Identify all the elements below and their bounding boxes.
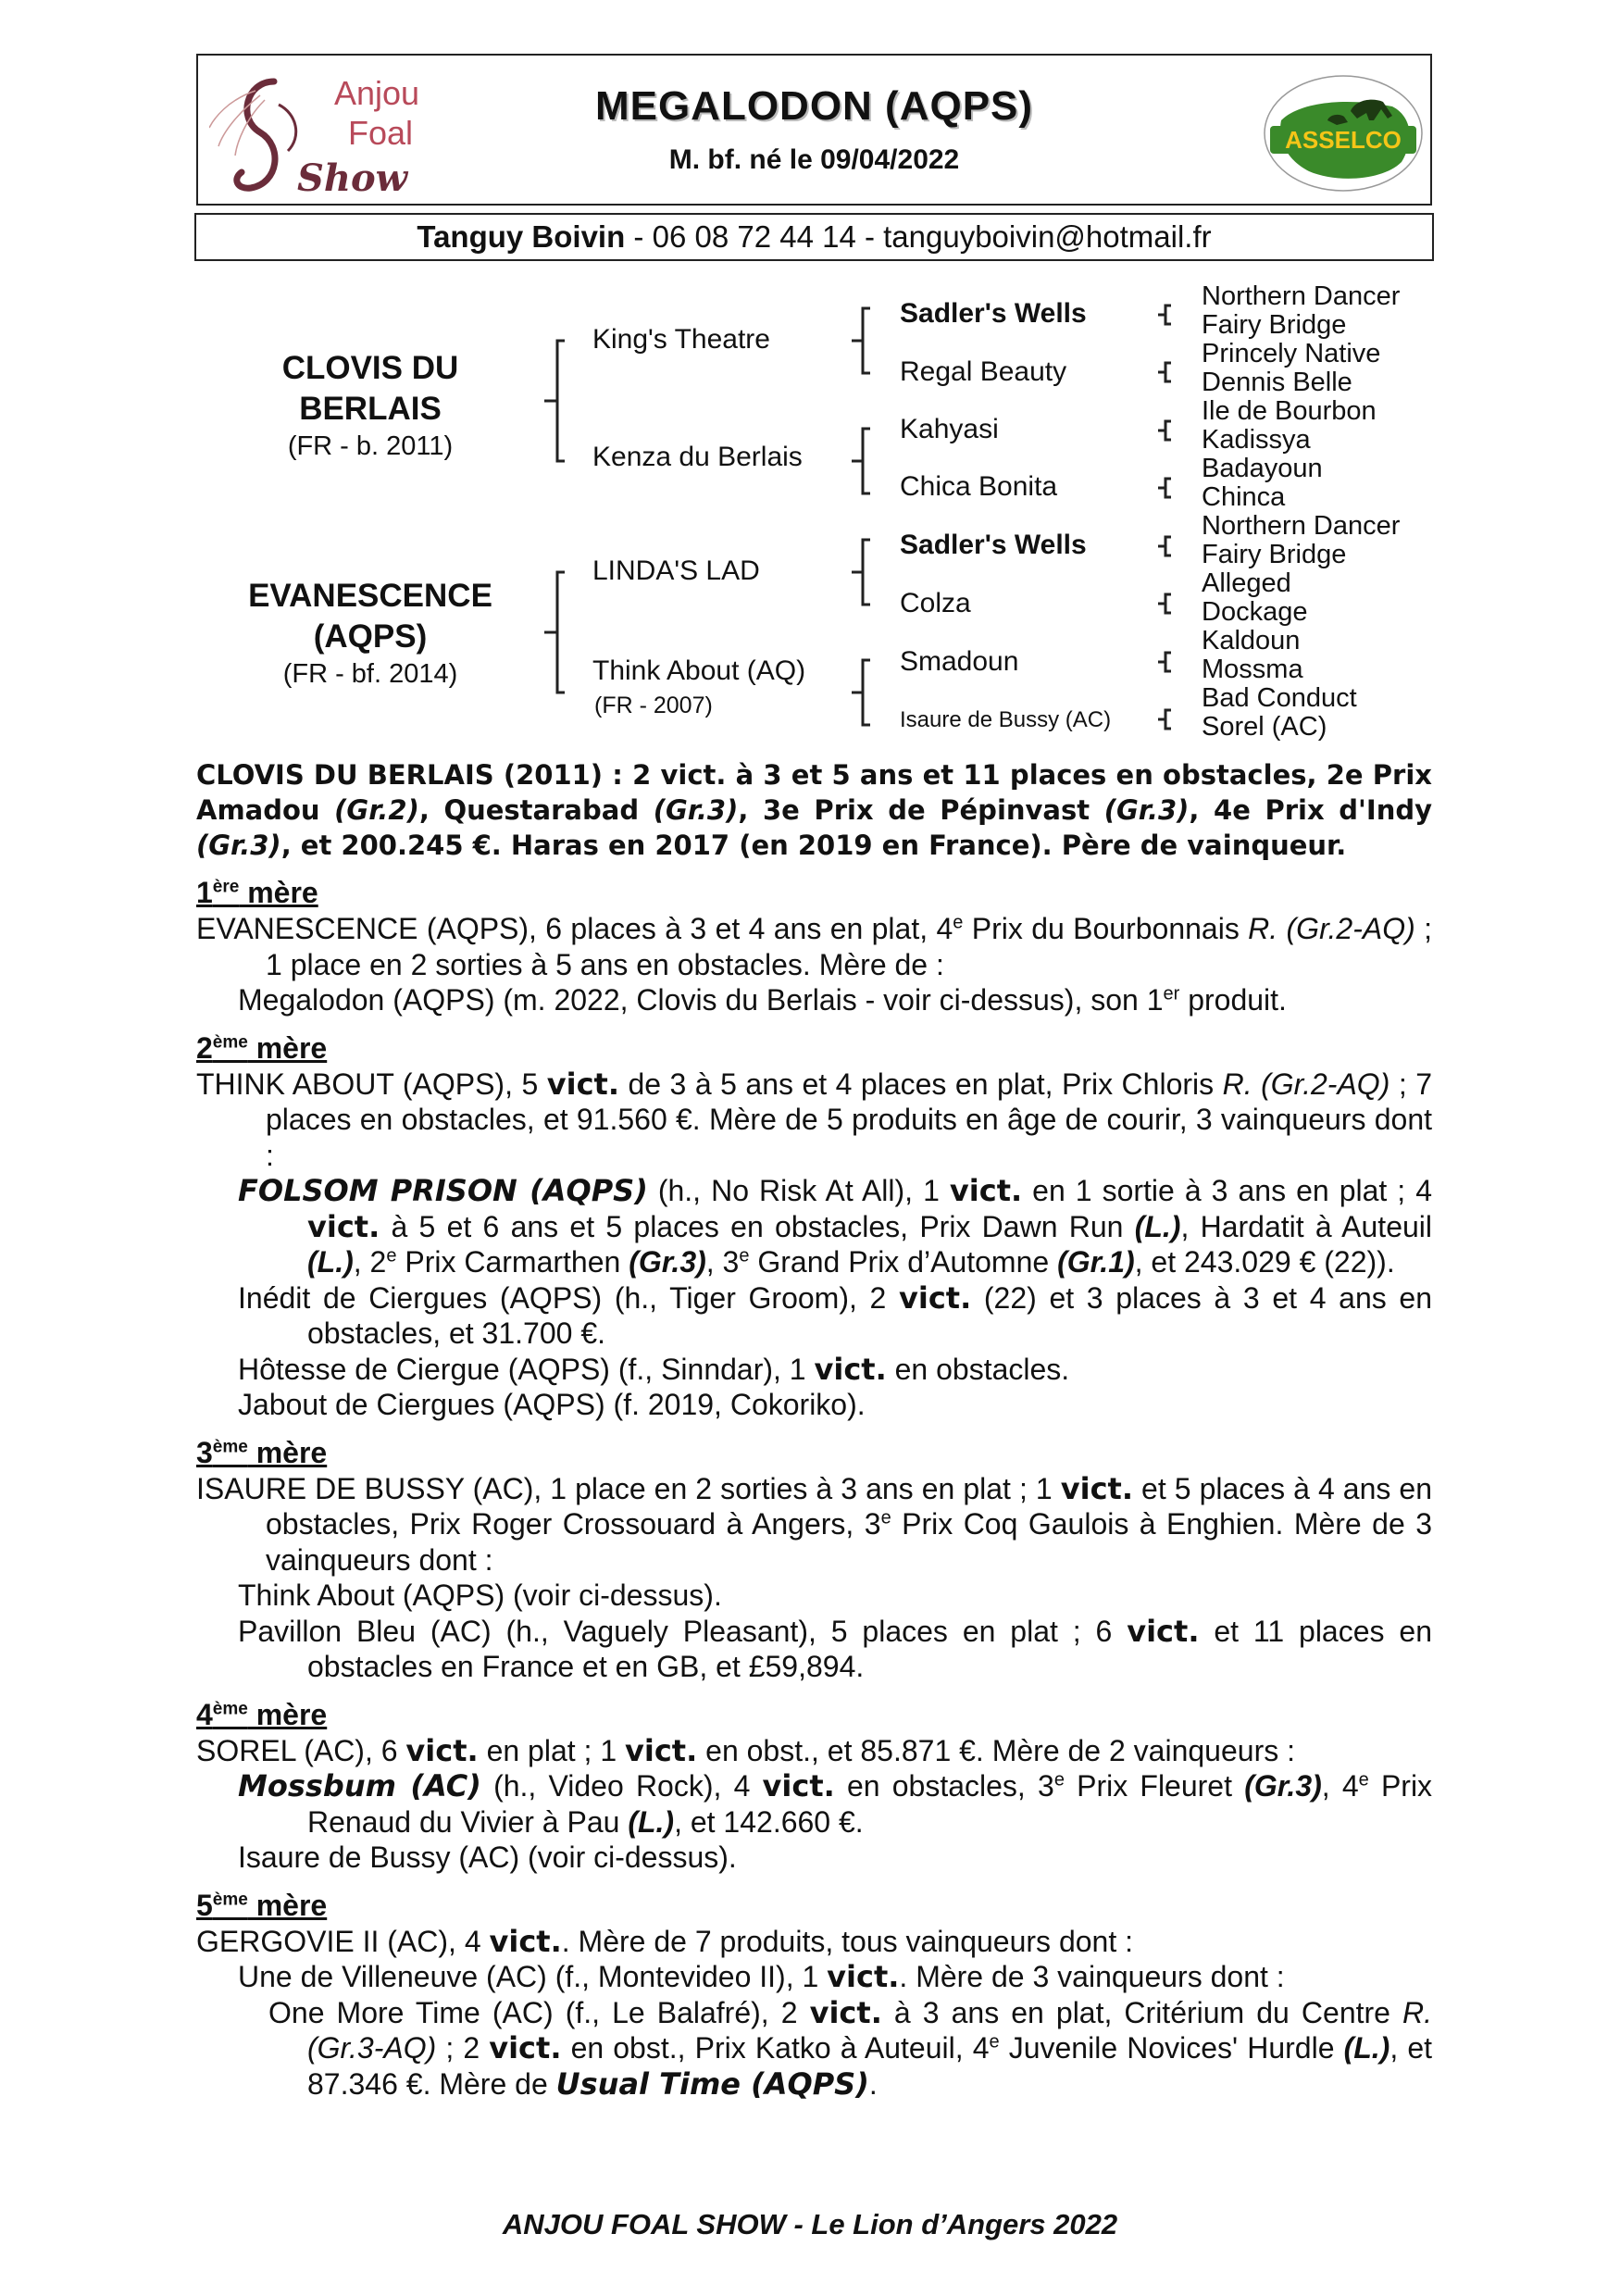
- gen4-item: Mossma: [1202, 655, 1303, 684]
- gen4-item: Badayoun: [1202, 454, 1323, 483]
- heading-2eme-mere: 2ème mère: [196, 1030, 328, 1065]
- gen3-regal-beauty: Regal Beauty: [900, 356, 1067, 387]
- gen4-item: Kaldoun: [1202, 626, 1301, 655]
- gen4-item: Alleged: [1202, 568, 1291, 598]
- svg-text:Show: Show: [297, 156, 408, 200]
- gen2-lindas-lad: LINDA'S LAD: [592, 555, 760, 586]
- m2-entry-inedit: Inédit de Ciergues (AQPS) (h., Tiger Groom), 2 vict. (22) et 3 places à 3 et 4 ans en obstacles, et 31.700 €.: [238, 1279, 1433, 1350]
- m1-entry-megalodon: Megalodon (AQPS) (m. 2022, Clovis du Berlais - voir ci-dessus), son 1er produit.: [238, 983, 1287, 1017]
- gen4-item: Bad Conduct: [1202, 683, 1357, 713]
- pedigree-brackets-gen4: [1153, 292, 1190, 745]
- m5-entry-one-more-time: One More Time (AC) (f., Le Balafré), 2 vict. à 3 ans en plat, Critérium du Centre R. (Gr.3-AQ) ; 2 vict. en obst., Prix Katko à Auteuil, 4e Juvenile Novices' Hurdle (L.), et 87.346 €. Mère de Usual Time (AQPS).: [268, 1994, 1433, 2102]
- sire-name-line1: CLOVIS DU: [281, 350, 459, 386]
- heading-3eme-mere: 3ème mère: [196, 1435, 328, 1469]
- sire-paragraph: CLOVIS DU BERLAIS (2011) : 2 vict. à 3 et 5 ans et 11 places en obstacles, 2e Prix Amadou (Gr.2), Questarabad (Gr.3), 3e Prix de Pépinvast (Gr.3), 4e Prix d'Indy (Gr.3), et 200.245 €. Haras en 2017 (en 2019 en France). Père de vainqueur.: [196, 759, 1433, 861]
- gen3-kahyasi: Kahyasi: [900, 414, 999, 444]
- m3-entry-think-about: Think About (AQPS) (voir ci-dessus).: [238, 1578, 722, 1612]
- dam-name: [227, 576, 514, 657]
- gen4-item: Kadissya: [1202, 425, 1311, 455]
- gen4-item: Dockage: [1202, 597, 1308, 627]
- gen3-chica-bonita: Chica Bonita: [900, 471, 1058, 502]
- gen4-item: Northern Dancer: [1202, 511, 1401, 541]
- gen3-colza: Colza: [900, 588, 971, 618]
- svg-text:ASSELCO: ASSELCO: [1285, 126, 1402, 154]
- horse-birth-info: M. bf. né le 09/04/2022: [668, 144, 960, 175]
- gen3-sadlers-wells-1: Sadler's Wells: [900, 298, 1087, 329]
- dam-name-line1: EVANESCENCE: [248, 578, 492, 614]
- gen4-item: Sorel (AC): [1202, 712, 1327, 742]
- gen4-item: Northern Dancer: [1202, 281, 1401, 311]
- gen4-item: Ile de Bourbon: [1202, 396, 1377, 426]
- heading-4eme-mere: 4ème mère: [196, 1697, 328, 1731]
- m4-entry-isaure: Isaure de Bussy (AC) (voir ci-dessus).: [238, 1841, 737, 1874]
- header-box: [196, 54, 1432, 206]
- contact-details: - 06 08 72 44 14 - tanguyboivin@hotmail.fr: [625, 219, 1212, 254]
- gen3-isaure-de-bussy: Isaure de Bussy (AC): [900, 707, 1112, 732]
- gen2-kenza-du-berlais: Kenza du Berlais: [592, 442, 803, 472]
- asselco-logo: [1263, 74, 1425, 193]
- heading-1ere-mere: 1ère mère: [196, 876, 318, 909]
- gen4-list: [1202, 282, 1400, 742]
- m2-entry-hotesse: Hôtesse de Ciergue (AQPS) (f., Sinndar), 1 vict. en obstacles.: [238, 1351, 1070, 1387]
- m3-entry-isaure: ISAURE DE BUSSY (AC), 1 place en 2 sorties à 3 ans en plat ; 1 vict. et 5 places à 4 ans en obstacles, Prix Roger Crossouard à Angers, 3e Prix Coq Gaulois à Enghien. Mère de 3 vainqueurs dont :: [196, 1470, 1433, 1577]
- heading-5eme-mere: 5ème mère: [196, 1888, 328, 1922]
- gen4-item: Princely Native: [1202, 339, 1381, 368]
- m2-entry-jabout: Jabout de Ciergues (AQPS) (f. 2019, Cokoriko).: [238, 1388, 866, 1421]
- gen4-item: Fairy Bridge: [1202, 310, 1347, 340]
- m1-entry-dam: EVANESCENCE (AQPS), 6 places à 3 et 4 ans en plat, 4e Prix du Bourbonnais R. (Gr.2-AQ) ; 1 place en 2 sorties à 5 ans en obstacles. Mère de :: [196, 912, 1433, 981]
- contact-box: [194, 213, 1434, 261]
- sire-info: (FR - b. 2011): [287, 431, 454, 461]
- gen2-think-about-note: (FR - 2007): [594, 693, 713, 718]
- m4-entry-mossbum: Mossbum (AC) (h., Video Rock), 4 vict. en obstacles, 3e Prix Fleuret (Gr.3), 4e Prix Renaud du Vivier à Pau (L.), et 142.660 €.: [238, 1768, 1433, 1839]
- svg-text:Foal: Foal: [348, 114, 414, 152]
- sire-name-line2: BERLAIS: [299, 391, 442, 427]
- m4-entry-sorel: SOREL (AC), 6 vict. en plat ; 1 vict. en obst., et 85.871 €. Mère de 2 vainqueurs :: [196, 1732, 1295, 1768]
- gen3-smadoun: Smadoun: [900, 646, 1019, 677]
- gen2-think-about: Think About (AQ): [592, 655, 806, 686]
- horse-name-title: MEGALODON (AQPS): [594, 83, 1034, 129]
- page-footer: ANJOU FOAL SHOW - Le Lion d’Angers 2022: [502, 2208, 1118, 2240]
- race-record-body: [196, 757, 1432, 2102]
- m2-entry-folsom-prison: FOLSOM PRISON (AQPS) (h., No Risk At All), 1 vict. en 1 sortie à 3 ans en plat ; 4 vict. à 5 et 6 ans et 5 places en obstacles, Prix Dawn Run (L.), Hardatit à Auteuil (L.), 2e Prix Carmarthen (Gr.3), 3e Grand Prix d’Automne (Gr.1), et 243.029 € (22)).: [238, 1173, 1433, 1279]
- gen4-item: Fairy Bridge: [1202, 540, 1347, 569]
- dam-name-line2: (AQPS): [313, 618, 428, 655]
- m5-entry-gergovie: GERGOVIE II (AC), 4 vict.. Mère de 7 produits, tous vainqueurs dont :: [196, 1923, 1133, 1959]
- dam-info: (FR - bf. 2014): [282, 659, 458, 689]
- m2-entry-think-about: THINK ABOUT (AQPS), 5 vict. de 3 à 5 ans et 4 places en plat, Prix Chloris R. (Gr.2-AQ) ; 7 places en obstacles, et 91.560 €. Mère de 5 produits en âge de courir, 3 vainqueurs dont :: [196, 1066, 1433, 1172]
- gen4-item: Dennis Belle: [1202, 368, 1352, 397]
- sire-name: [231, 348, 509, 430]
- m5-entry-une-de-villeneuve: Une de Villeneuve (AC) (f., Montevideo II), 1 vict.. Mère de 3 vainqueurs dont :: [238, 1959, 1285, 1994]
- m3-entry-pavillon-bleu: Pavillon Bleu (AC) (h., Vaguely Pleasant), 5 places en plat ; 6 vict. et 11 places en obstacles en France et en GB, et £59,894.: [238, 1613, 1432, 1683]
- contact-name: Tanguy Boivin: [417, 219, 626, 254]
- gen2-kings-theatre: King's Theatre: [592, 324, 770, 355]
- svg-text:Anjou: Anjou: [334, 74, 420, 112]
- gen4-item: Chinca: [1202, 482, 1286, 512]
- gen3-sadlers-wells-2: Sadler's Wells: [900, 530, 1087, 560]
